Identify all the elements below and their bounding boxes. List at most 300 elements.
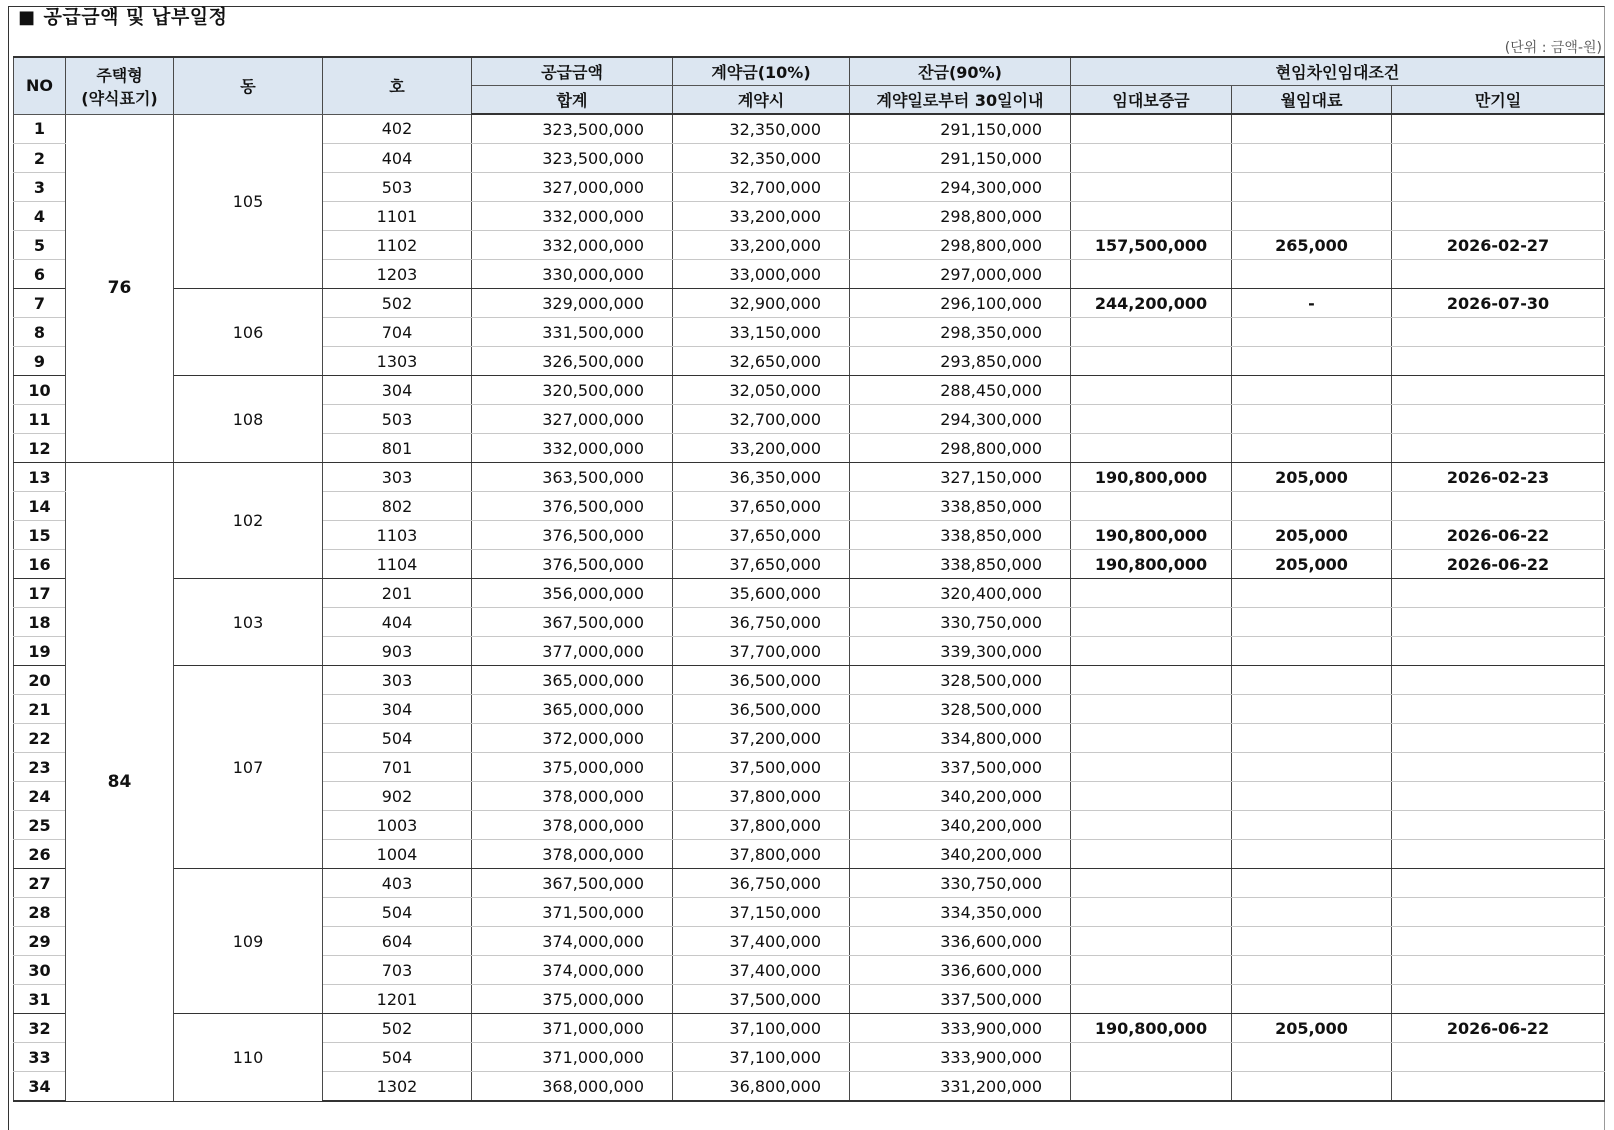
supply-total-cell: 378,000,000 (472, 782, 673, 811)
dong-cell: 106 (174, 289, 323, 376)
balance-cell: 338,850,000 (850, 550, 1071, 579)
table-row (14, 869, 1605, 898)
balance-cell: 333,900,000 (850, 1014, 1071, 1043)
header-lease-expiry: 만기일 (1392, 86, 1605, 115)
table-body (14, 114, 1605, 1101)
row-no: 21 (14, 695, 66, 724)
supply-total-cell: 374,000,000 (472, 956, 673, 985)
row-no: 15 (14, 521, 66, 550)
lease-expiry-cell (1392, 637, 1605, 666)
row-no: 19 (14, 637, 66, 666)
ho-cell: 502 (323, 1014, 472, 1043)
lease-monthly-cell (1232, 405, 1392, 434)
deposit-cell: 37,650,000 (673, 492, 850, 521)
balance-cell: 297,000,000 (850, 260, 1071, 289)
deposit-cell: 36,750,000 (673, 869, 850, 898)
lease-monthly-cell (1232, 782, 1392, 811)
lease-deposit-cell (1071, 666, 1232, 695)
lease-monthly-cell (1232, 927, 1392, 956)
deposit-cell: 37,650,000 (673, 550, 850, 579)
balance-cell: 331,200,000 (850, 1072, 1071, 1102)
lease-expiry-cell (1392, 811, 1605, 840)
ho-cell: 504 (323, 724, 472, 753)
balance-cell: 328,500,000 (850, 666, 1071, 695)
balance-cell: 298,800,000 (850, 202, 1071, 231)
row-no: 32 (14, 1014, 66, 1043)
balance-cell: 296,100,000 (850, 289, 1071, 318)
ho-cell: 604 (323, 927, 472, 956)
ho-cell: 802 (323, 492, 472, 521)
deposit-cell: 32,700,000 (673, 173, 850, 202)
lease-expiry-cell (1392, 347, 1605, 376)
ho-cell: 303 (323, 666, 472, 695)
balance-cell: 291,150,000 (850, 114, 1071, 144)
supply-total-cell: 377,000,000 (472, 637, 673, 666)
lease-deposit-cell (1071, 318, 1232, 347)
table-row (14, 114, 1605, 144)
header-lease-deposit: 임대보증금 (1071, 86, 1232, 115)
lease-deposit-cell (1071, 869, 1232, 898)
ho-cell: 704 (323, 318, 472, 347)
header-type-line2: (약식표기) (81, 88, 158, 108)
row-no: 11 (14, 405, 66, 434)
lease-deposit-cell (1071, 753, 1232, 782)
lease-deposit-cell (1071, 144, 1232, 173)
supply-total-cell: 378,000,000 (472, 811, 673, 840)
row-no: 16 (14, 550, 66, 579)
supply-total-cell: 374,000,000 (472, 927, 673, 956)
lease-expiry-cell (1392, 579, 1605, 608)
row-no: 31 (14, 985, 66, 1014)
lease-deposit-cell (1071, 782, 1232, 811)
lease-deposit-cell: 190,800,000 (1071, 1014, 1232, 1043)
ho-cell: 1101 (323, 202, 472, 231)
header-lease-monthly: 월임대료 (1232, 86, 1392, 115)
deposit-cell: 37,200,000 (673, 724, 850, 753)
row-no: 30 (14, 956, 66, 985)
lease-expiry-cell (1392, 695, 1605, 724)
deposit-cell: 37,100,000 (673, 1043, 850, 1072)
lease-expiry-cell (1392, 869, 1605, 898)
ho-cell: 504 (323, 898, 472, 927)
lease-deposit-cell (1071, 898, 1232, 927)
deposit-cell: 37,500,000 (673, 753, 850, 782)
dong-cell: 105 (174, 114, 323, 289)
lease-deposit-cell (1071, 695, 1232, 724)
balance-cell: 340,200,000 (850, 811, 1071, 840)
balance-cell: 334,350,000 (850, 898, 1071, 927)
ho-cell: 701 (323, 753, 472, 782)
balance-cell: 288,450,000 (850, 376, 1071, 405)
row-no: 1 (14, 114, 66, 144)
table-row (14, 463, 1605, 492)
lease-expiry-cell (1392, 114, 1605, 144)
deposit-cell: 35,600,000 (673, 579, 850, 608)
lease-monthly-cell (1232, 724, 1392, 753)
row-no: 9 (14, 347, 66, 376)
balance-cell: 294,300,000 (850, 173, 1071, 202)
lease-monthly-cell (1232, 811, 1392, 840)
deposit-cell: 33,150,000 (673, 318, 850, 347)
lease-expiry-cell (1392, 753, 1605, 782)
balance-cell: 294,300,000 (850, 405, 1071, 434)
table-row (14, 376, 1605, 405)
lease-deposit-cell (1071, 840, 1232, 869)
header-type (66, 57, 174, 114)
supply-total-cell: 323,500,000 (472, 114, 673, 144)
lease-monthly-cell (1232, 956, 1392, 985)
lease-deposit-cell (1071, 260, 1232, 289)
lease-expiry-cell (1392, 724, 1605, 753)
deposit-cell: 32,350,000 (673, 114, 850, 144)
supply-total-cell: 365,000,000 (472, 695, 673, 724)
supply-total-cell: 376,500,000 (472, 550, 673, 579)
header-supply-sub: 합계 (472, 86, 673, 115)
lease-deposit-cell (1071, 927, 1232, 956)
lease-monthly-cell (1232, 347, 1392, 376)
deposit-cell: 37,800,000 (673, 782, 850, 811)
ho-cell: 1102 (323, 231, 472, 260)
ho-cell: 1203 (323, 260, 472, 289)
lease-deposit-cell (1071, 811, 1232, 840)
table-row (14, 579, 1605, 608)
supply-total-cell: 329,000,000 (472, 289, 673, 318)
row-no: 5 (14, 231, 66, 260)
row-no: 8 (14, 318, 66, 347)
supply-total-cell: 332,000,000 (472, 434, 673, 463)
ho-cell: 703 (323, 956, 472, 985)
lease-deposit-cell (1071, 434, 1232, 463)
page-title-text: 공급금액 및 납부일정 (43, 6, 228, 28)
ho-cell: 303 (323, 463, 472, 492)
ho-cell: 902 (323, 782, 472, 811)
lease-monthly-cell (1232, 376, 1392, 405)
deposit-cell: 37,150,000 (673, 898, 850, 927)
lease-expiry-cell (1392, 782, 1605, 811)
balance-cell: 338,850,000 (850, 492, 1071, 521)
row-no: 14 (14, 492, 66, 521)
ho-cell: 1303 (323, 347, 472, 376)
deposit-cell: 32,650,000 (673, 347, 850, 376)
deposit-cell: 37,400,000 (673, 956, 850, 985)
table-row (14, 666, 1605, 695)
balance-cell: 293,850,000 (850, 347, 1071, 376)
lease-expiry-cell (1392, 927, 1605, 956)
deposit-cell: 37,800,000 (673, 811, 850, 840)
row-no: 20 (14, 666, 66, 695)
lease-monthly-cell: 205,000 (1232, 550, 1392, 579)
supply-total-cell: 367,500,000 (472, 608, 673, 637)
lease-monthly-cell: - (1232, 289, 1392, 318)
lease-deposit-cell (1071, 637, 1232, 666)
lease-monthly-cell (1232, 579, 1392, 608)
ho-cell: 504 (323, 1043, 472, 1072)
row-no: 33 (14, 1043, 66, 1072)
lease-expiry-cell (1392, 1072, 1605, 1102)
balance-cell: 330,750,000 (850, 869, 1071, 898)
lease-expiry-cell: 2026-02-23 (1392, 463, 1605, 492)
balance-cell: 330,750,000 (850, 608, 1071, 637)
lease-deposit-cell (1071, 347, 1232, 376)
lease-monthly-cell (1232, 260, 1392, 289)
lease-monthly-cell (1232, 753, 1392, 782)
lease-monthly-cell (1232, 144, 1392, 173)
lease-deposit-cell (1071, 579, 1232, 608)
lease-deposit-cell: 190,800,000 (1071, 550, 1232, 579)
dong-cell: 102 (174, 463, 323, 579)
supply-total-cell: 371,000,000 (472, 1043, 673, 1072)
row-no: 25 (14, 811, 66, 840)
lease-expiry-cell (1392, 202, 1605, 231)
lease-deposit-cell (1071, 202, 1232, 231)
housing-type-cell: 76 (66, 114, 174, 463)
lease-monthly-cell (1232, 608, 1392, 637)
lease-deposit-cell: 190,800,000 (1071, 521, 1232, 550)
row-no: 27 (14, 869, 66, 898)
lease-deposit-cell (1071, 724, 1232, 753)
lease-monthly-cell (1232, 666, 1392, 695)
supply-total-cell: 378,000,000 (472, 840, 673, 869)
balance-cell: 340,200,000 (850, 840, 1071, 869)
square-bullet-icon: ■ (18, 7, 36, 28)
ho-cell: 304 (323, 695, 472, 724)
lease-monthly-cell: 205,000 (1232, 1014, 1392, 1043)
supply-total-cell: 375,000,000 (472, 753, 673, 782)
lease-deposit-cell (1071, 492, 1232, 521)
supply-total-cell: 372,000,000 (472, 724, 673, 753)
balance-cell: 327,150,000 (850, 463, 1071, 492)
row-no: 24 (14, 782, 66, 811)
dong-cell: 109 (174, 869, 323, 1014)
lease-deposit-cell (1071, 114, 1232, 144)
header-ho: 호 (323, 57, 472, 114)
row-no: 18 (14, 608, 66, 637)
table-row (14, 1014, 1605, 1043)
supply-total-cell: 365,000,000 (472, 666, 673, 695)
deposit-cell: 32,700,000 (673, 405, 850, 434)
lease-monthly-cell (1232, 202, 1392, 231)
lease-monthly-cell (1232, 114, 1392, 144)
row-no: 26 (14, 840, 66, 869)
deposit-cell: 37,500,000 (673, 985, 850, 1014)
header-deposit-sub: 계약시 (673, 86, 850, 115)
deposit-cell: 37,100,000 (673, 1014, 850, 1043)
ho-cell: 903 (323, 637, 472, 666)
lease-expiry-cell (1392, 985, 1605, 1014)
page-title (18, 2, 227, 32)
lease-expiry-cell (1392, 898, 1605, 927)
supply-total-cell: 327,000,000 (472, 173, 673, 202)
deposit-cell: 33,200,000 (673, 202, 850, 231)
lease-monthly-cell (1232, 840, 1392, 869)
lease-monthly-cell: 265,000 (1232, 231, 1392, 260)
row-no: 13 (14, 463, 66, 492)
ho-cell: 1004 (323, 840, 472, 869)
row-no: 23 (14, 753, 66, 782)
row-no: 4 (14, 202, 66, 231)
ho-cell: 403 (323, 869, 472, 898)
row-no: 10 (14, 376, 66, 405)
lease-expiry-cell (1392, 434, 1605, 463)
unit-note: (단위 : 금액-원) (1504, 40, 1602, 56)
deposit-cell: 32,900,000 (673, 289, 850, 318)
row-no: 34 (14, 1072, 66, 1102)
supply-total-cell: 327,000,000 (472, 405, 673, 434)
lease-monthly-cell: 205,000 (1232, 463, 1392, 492)
supply-total-cell: 323,500,000 (472, 144, 673, 173)
housing-type-cell: 84 (66, 463, 174, 1102)
lease-expiry-cell (1392, 608, 1605, 637)
balance-cell: 336,600,000 (850, 927, 1071, 956)
deposit-cell: 32,050,000 (673, 376, 850, 405)
lease-deposit-cell (1071, 173, 1232, 202)
dong-cell: 108 (174, 376, 323, 463)
header-deposit: 계약금(10%) (673, 57, 850, 86)
lease-expiry-cell (1392, 840, 1605, 869)
balance-cell: 334,800,000 (850, 724, 1071, 753)
lease-monthly-cell (1232, 1072, 1392, 1102)
lease-expiry-cell (1392, 144, 1605, 173)
ho-cell: 1003 (323, 811, 472, 840)
lease-expiry-cell (1392, 492, 1605, 521)
balance-cell: 298,800,000 (850, 434, 1071, 463)
ho-cell: 304 (323, 376, 472, 405)
lease-deposit-cell (1071, 608, 1232, 637)
supply-total-cell: 332,000,000 (472, 202, 673, 231)
row-no: 2 (14, 144, 66, 173)
row-no: 12 (14, 434, 66, 463)
ho-cell: 1201 (323, 985, 472, 1014)
header-lease: 현임차인임대조건 (1071, 57, 1605, 86)
supply-total-cell: 356,000,000 (472, 579, 673, 608)
lease-expiry-cell: 2026-06-22 (1392, 1014, 1605, 1043)
row-no: 28 (14, 898, 66, 927)
lease-monthly-cell (1232, 492, 1392, 521)
balance-cell: 298,800,000 (850, 231, 1071, 260)
supply-total-cell: 331,500,000 (472, 318, 673, 347)
row-no: 29 (14, 927, 66, 956)
supply-total-cell: 375,000,000 (472, 985, 673, 1014)
deposit-cell: 33,000,000 (673, 260, 850, 289)
lease-expiry-cell (1392, 173, 1605, 202)
ho-cell: 1104 (323, 550, 472, 579)
deposit-cell: 37,800,000 (673, 840, 850, 869)
lease-expiry-cell: 2026-06-22 (1392, 521, 1605, 550)
row-no: 6 (14, 260, 66, 289)
supply-total-cell: 332,000,000 (472, 231, 673, 260)
lease-monthly-cell (1232, 434, 1392, 463)
deposit-cell: 36,500,000 (673, 695, 850, 724)
lease-monthly-cell (1232, 869, 1392, 898)
lease-monthly-cell (1232, 985, 1392, 1014)
ho-cell: 1302 (323, 1072, 472, 1102)
balance-cell: 337,500,000 (850, 985, 1071, 1014)
deposit-cell: 32,350,000 (673, 144, 850, 173)
ho-cell: 402 (323, 114, 472, 144)
lease-expiry-cell (1392, 1043, 1605, 1072)
lease-deposit-cell: 157,500,000 (1071, 231, 1232, 260)
balance-cell: 338,850,000 (850, 521, 1071, 550)
balance-cell: 337,500,000 (850, 753, 1071, 782)
deposit-cell: 36,750,000 (673, 608, 850, 637)
header-no: NO (14, 57, 66, 114)
lease-expiry-cell (1392, 260, 1605, 289)
supply-total-cell: 376,500,000 (472, 521, 673, 550)
balance-cell: 291,150,000 (850, 144, 1071, 173)
supply-total-cell: 326,500,000 (472, 347, 673, 376)
supply-total-cell: 371,000,000 (472, 1014, 673, 1043)
lease-deposit-cell (1071, 1043, 1232, 1072)
lease-monthly-cell: 205,000 (1232, 521, 1392, 550)
header-type-line1: 주택형 (96, 65, 143, 85)
lease-monthly-cell (1232, 1043, 1392, 1072)
row-no: 3 (14, 173, 66, 202)
lease-deposit-cell (1071, 376, 1232, 405)
deposit-cell: 37,400,000 (673, 927, 850, 956)
ho-cell: 201 (323, 579, 472, 608)
ho-cell: 502 (323, 289, 472, 318)
supply-price-table (13, 56, 1605, 1102)
lease-monthly-cell (1232, 898, 1392, 927)
lease-monthly-cell (1232, 173, 1392, 202)
lease-deposit-cell (1071, 405, 1232, 434)
ho-cell: 503 (323, 173, 472, 202)
deposit-cell: 36,500,000 (673, 666, 850, 695)
header-balance-sub: 계약일로부터 30일이내 (850, 86, 1071, 115)
lease-deposit-cell: 244,200,000 (1071, 289, 1232, 318)
dong-cell: 107 (174, 666, 323, 869)
deposit-cell: 33,200,000 (673, 231, 850, 260)
deposit-cell: 33,200,000 (673, 434, 850, 463)
deposit-cell: 37,700,000 (673, 637, 850, 666)
header-dong: 동 (174, 57, 323, 114)
lease-monthly-cell (1232, 318, 1392, 347)
lease-expiry-cell: 2026-06-22 (1392, 550, 1605, 579)
dong-cell: 110 (174, 1014, 323, 1102)
balance-cell: 339,300,000 (850, 637, 1071, 666)
table-row (14, 289, 1605, 318)
ho-cell: 503 (323, 405, 472, 434)
supply-total-cell: 363,500,000 (472, 463, 673, 492)
ho-cell: 404 (323, 144, 472, 173)
lease-expiry-cell (1392, 405, 1605, 434)
lease-expiry-cell (1392, 956, 1605, 985)
supply-total-cell: 320,500,000 (472, 376, 673, 405)
lease-expiry-cell (1392, 318, 1605, 347)
supply-total-cell: 367,500,000 (472, 869, 673, 898)
supply-total-cell: 330,000,000 (472, 260, 673, 289)
header-balance: 잔금(90%) (850, 57, 1071, 86)
lease-expiry-cell: 2026-07-30 (1392, 289, 1605, 318)
lease-deposit-cell (1071, 985, 1232, 1014)
lease-monthly-cell (1232, 637, 1392, 666)
row-no: 17 (14, 579, 66, 608)
lease-expiry-cell: 2026-02-27 (1392, 231, 1605, 260)
supply-total-cell: 371,500,000 (472, 898, 673, 927)
lease-expiry-cell (1392, 376, 1605, 405)
row-no: 22 (14, 724, 66, 753)
lease-deposit-cell (1071, 956, 1232, 985)
ho-cell: 1103 (323, 521, 472, 550)
row-no: 7 (14, 289, 66, 318)
balance-cell: 328,500,000 (850, 695, 1071, 724)
dong-cell: 103 (174, 579, 323, 666)
balance-cell: 340,200,000 (850, 782, 1071, 811)
ho-cell: 801 (323, 434, 472, 463)
deposit-cell: 36,350,000 (673, 463, 850, 492)
balance-cell: 333,900,000 (850, 1043, 1071, 1072)
deposit-cell: 36,800,000 (673, 1072, 850, 1102)
